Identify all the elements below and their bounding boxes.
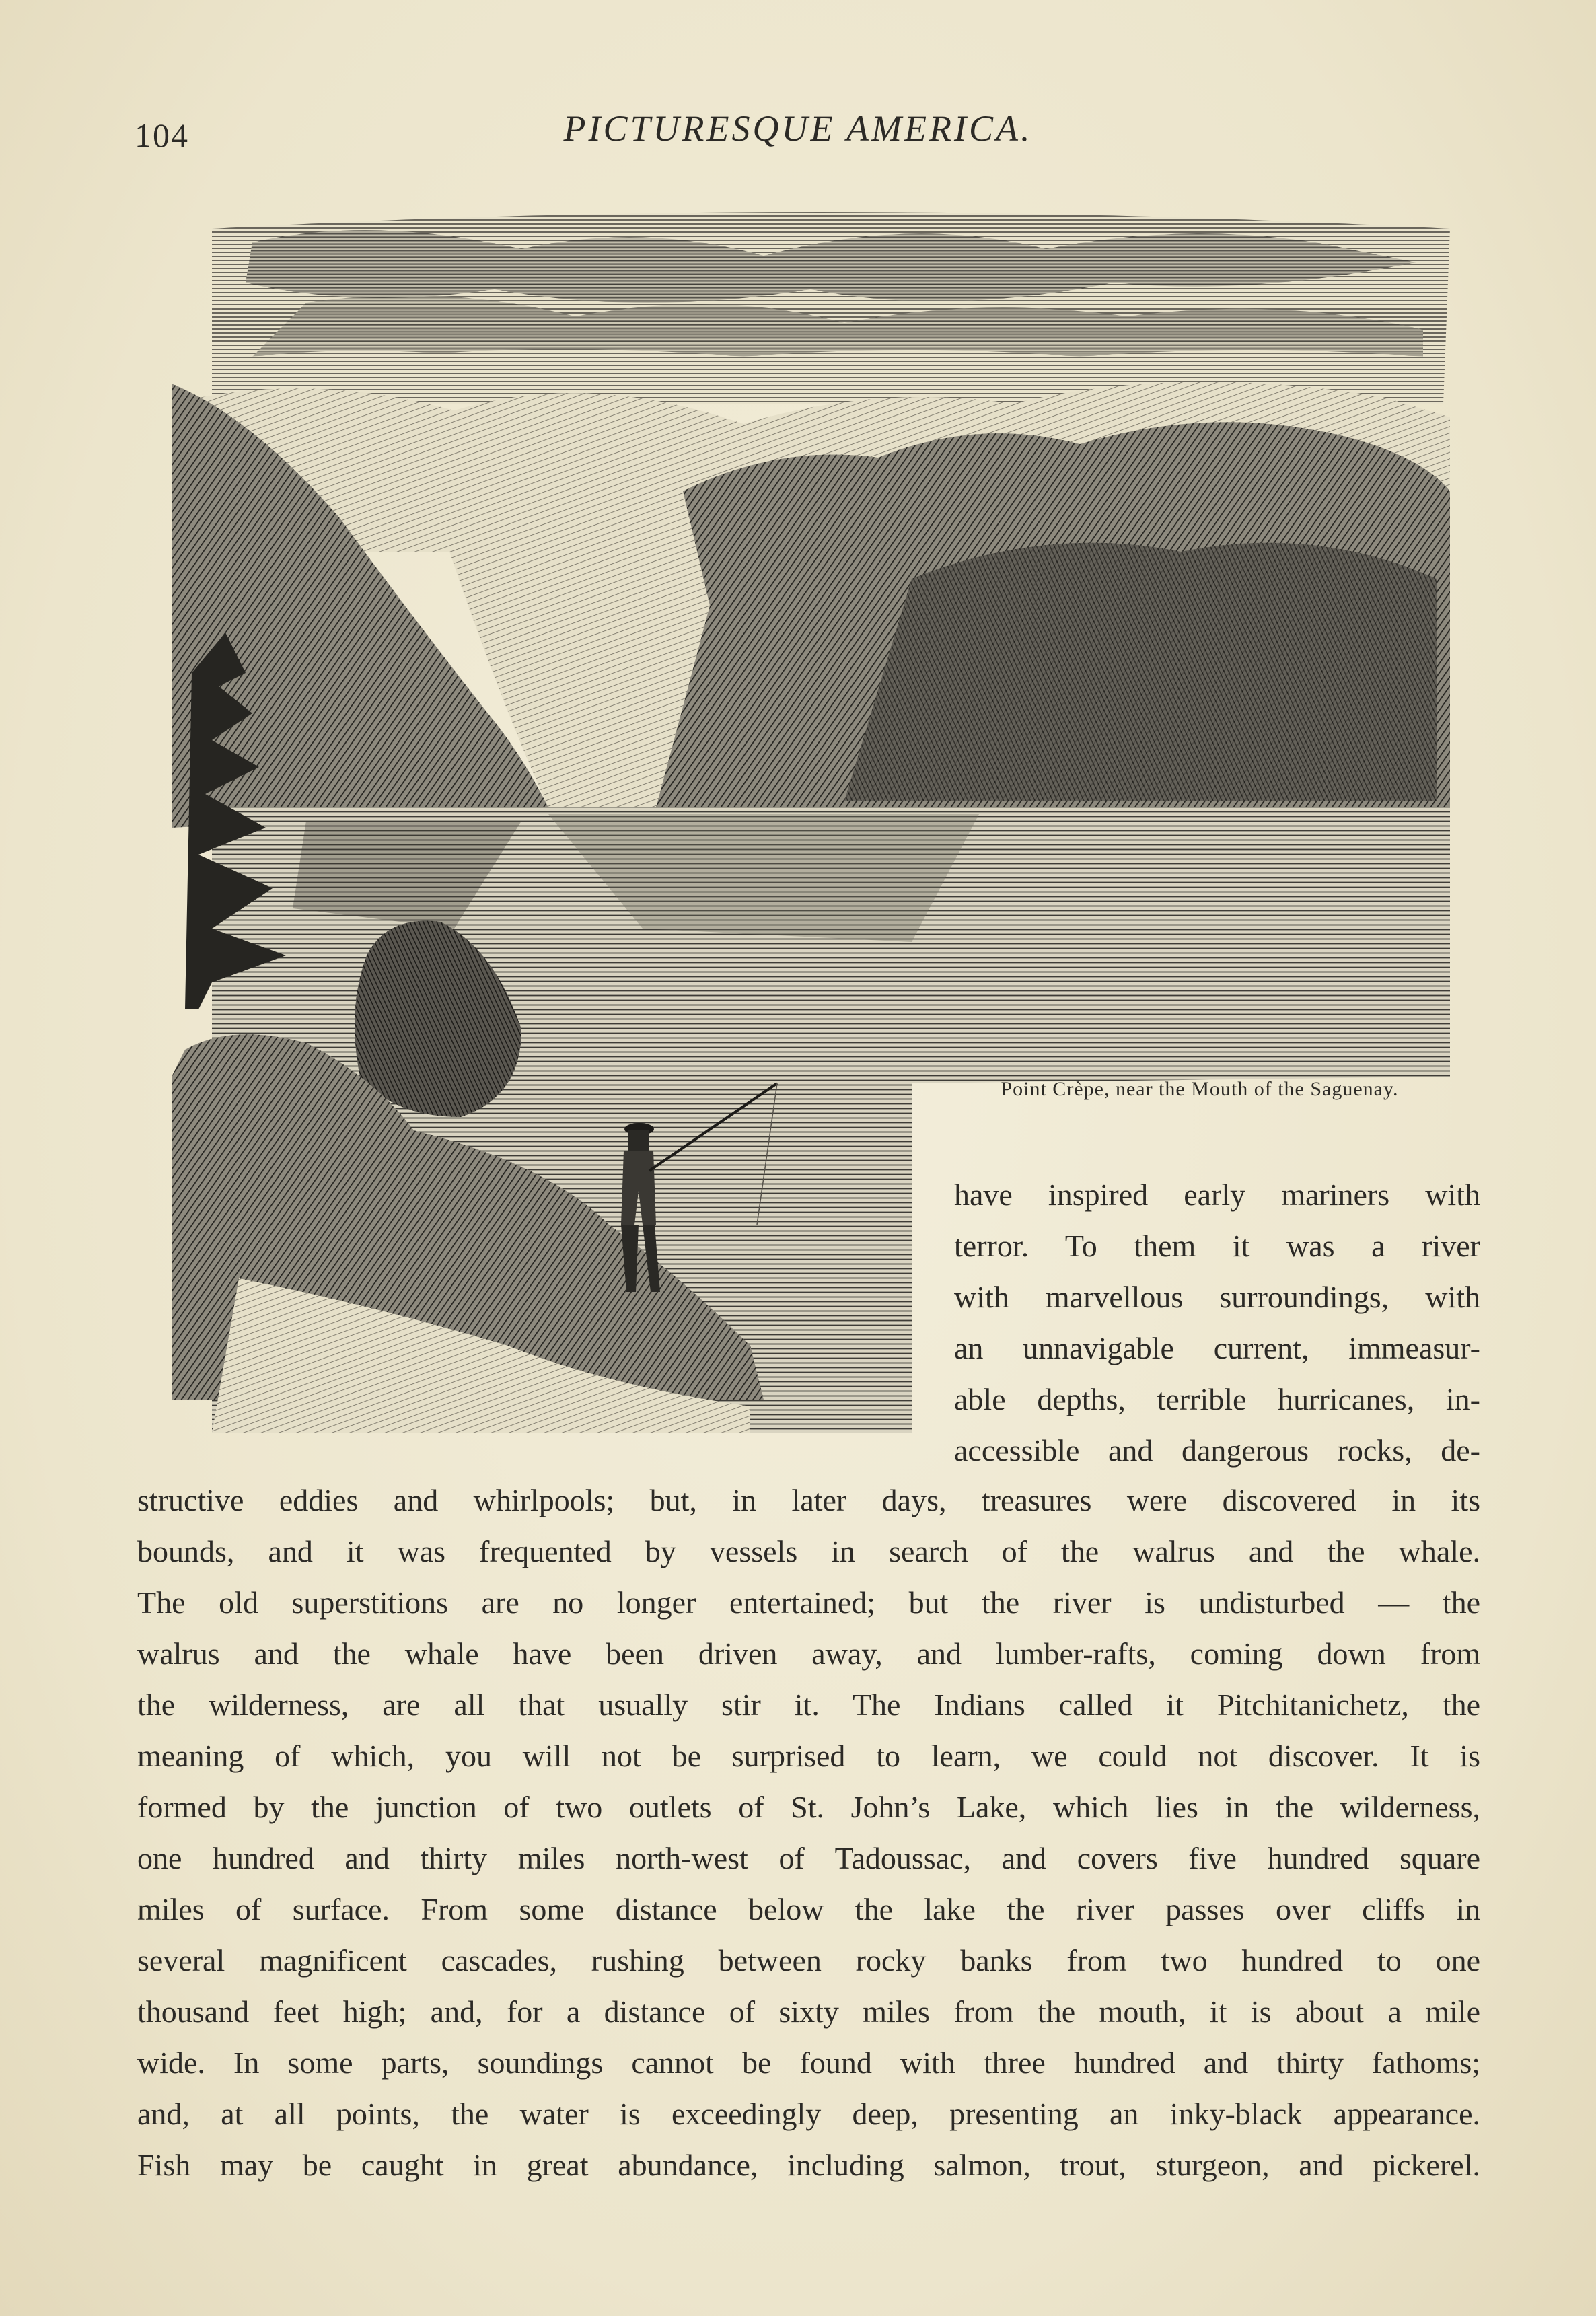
- text-line: Fish may be caught in great abundance, including salmon, trout, sturgeon, and pickerel.: [137, 2148, 1480, 2182]
- text-line: formed by the junction of two outlets of St. John’s Lake, which lies in the wilderness,: [137, 1790, 1480, 1824]
- text-line: walrus and the whale have been driven away, and lumber-rafts, coming down from: [137, 1636, 1480, 1671]
- text-line: thousand feet high; and, for a distance of sixty miles from the mouth, it is about a mile: [137, 1994, 1480, 2029]
- text-line: miles of surface. From some distance below the lake the river passes over cliffs in: [137, 1892, 1480, 1926]
- text-line: an unnavigable current, immeasur-: [954, 1331, 1480, 1365]
- text-line: The old superstitions are no longer entertained; but the river is undisturbed — the: [137, 1585, 1480, 1620]
- text-line: accessible and dangerous rocks, de-: [954, 1433, 1480, 1468]
- running-title: PICTURESQUE AMERICA.: [563, 108, 1033, 149]
- page-number: 104: [135, 116, 189, 154]
- text-line: structive eddies and whirlpools; but, in later days, treasures were discovered in its: [137, 1483, 1480, 1517]
- body-text-full: [137, 1475, 1480, 2191]
- illustration-caption: Point Crèpe, near the Mouth of the Saguenay.: [1001, 1078, 1399, 1100]
- text-line: with marvellous surroundings, with: [954, 1280, 1480, 1314]
- text-line: wide. In some parts, soundings cannot be found with three hundred and thirty fathoms;: [137, 2046, 1480, 2080]
- text-line: have inspired early mariners with: [954, 1178, 1480, 1212]
- text-line: the wilderness, are all that usually stir it. The Indians called it Pitchitanichetz, the: [137, 1688, 1480, 1722]
- text-line: bounds, and it was frequented by vessels in search of the walrus and the whale.: [137, 1534, 1480, 1568]
- text-line: meaning of which, you will not be surprised to learn, we could not discover. It is: [137, 1739, 1480, 1773]
- text-line: able depths, terrible hurricanes, in-: [954, 1382, 1480, 1416]
- body-text-narrow: [954, 1169, 1480, 1476]
- text-line: and, at all points, the water is exceedingly deep, presenting an inky-black appearance.: [137, 2097, 1480, 2131]
- text-line: one hundred and thirty miles north-west of Tadoussac, and covers five hundred square: [137, 1841, 1480, 1875]
- text-line: several magnificent cascades, rushing between rocky banks from two hundred to one: [137, 1943, 1480, 1978]
- text-line: terror. To them it was a river: [954, 1229, 1480, 1263]
